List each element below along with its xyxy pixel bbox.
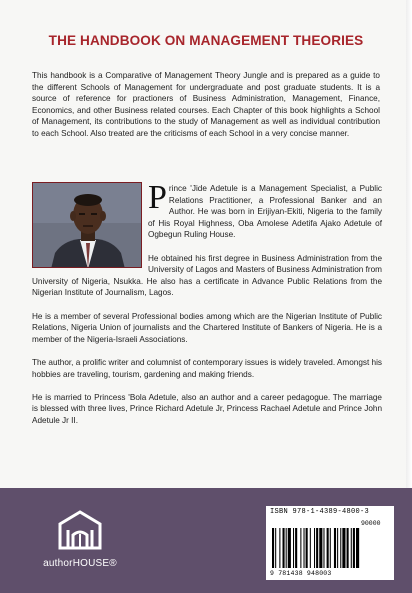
house-book-icon bbox=[40, 508, 120, 556]
barcode-bar bbox=[347, 528, 349, 568]
barcode-bar bbox=[316, 528, 318, 568]
barcode-bar bbox=[275, 528, 276, 568]
barcode-bar bbox=[353, 528, 355, 568]
ean-number: 9 781438 948003 bbox=[270, 570, 332, 577]
barcode-bar bbox=[295, 528, 297, 568]
bio-paragraph: He obtained his first degree in Business Administration from the University of Lagos and Masters of Business Administration from University of Nigeria, Nsukka. He also has a certificate in Advance Public Relations from the Nigerian Institute of Journalism, Lagos. bbox=[32, 253, 382, 298]
barcode-bar bbox=[337, 528, 338, 568]
isbn-barcode bbox=[266, 506, 394, 580]
barcode-bar bbox=[286, 528, 287, 568]
barcode-bar bbox=[327, 528, 329, 568]
barcode-bar bbox=[319, 528, 322, 568]
price-code: 90000 bbox=[361, 520, 381, 527]
barcode-bar bbox=[340, 528, 341, 568]
bio-first-text: rince 'Jide Adetule is a Management Specialist, a Public Relations Practitioner, a Professional Banker and an Author. He was born in Erijiyan-Ekiti, Nigeria to the family of His Royal Highness, Oba Amolese Adetifa Ajako Adetule of Ogbegun Ruling House. bbox=[148, 184, 382, 240]
barcode-bar bbox=[314, 528, 315, 568]
barcode-bar bbox=[304, 528, 305, 568]
barcode-bar bbox=[300, 528, 301, 568]
isbn-number: ISBN 978-1-4389-4800-3 bbox=[270, 508, 370, 516]
drop-cap: P bbox=[148, 179, 167, 216]
barcode-bar bbox=[306, 528, 308, 568]
book-description: This handbook is a Comparative of Management Theory Jungle and is prepared as a guide to the different Schools of Management for undergraduate and post graduate students. It is a source of reference for practioners of Business Administration, Management, Finance, Economics, and other Business related courses. Each Chapter of this book highlights a School of Management, its contributions to the study of Management as well as individual contribution to each School. Also treated are the criticisms of each School in a very concise manner. bbox=[32, 71, 380, 138]
barcode-bar bbox=[310, 528, 311, 568]
barcode-bar bbox=[279, 528, 280, 568]
barcode-bar bbox=[288, 528, 291, 568]
barcode-bar bbox=[293, 528, 294, 568]
book-title: THE HANDBOOK ON MANAGEMENT THEORIES bbox=[48, 33, 364, 48]
barcode-bars bbox=[272, 528, 388, 570]
publisher-logo bbox=[40, 508, 120, 578]
bio-paragraph: The author, a prolific writer and columnist of contemporary issues is widely traveled. Amongst his hobbies are traveling, tourism, gardening and making friends. bbox=[32, 357, 382, 379]
publisher-name: authorHOUSE® bbox=[43, 558, 117, 569]
barcode-bar bbox=[330, 528, 331, 568]
barcode-bar bbox=[342, 528, 345, 568]
photo-spacer bbox=[32, 183, 148, 269]
bio-paragraph: He is married to Princess 'Bola Adetule, also an author and a career pedagogue. The marriage is blessed with three lives, Prince Richard Adetule Jr, Princess Rachael Adetule and Prince John Adetule Jr II. bbox=[32, 392, 382, 425]
barcode-bar bbox=[334, 528, 336, 568]
barcode-bar bbox=[283, 528, 285, 568]
bio-paragraph: He is a member of several Professional bodies among which are the Nigerian Institute of Public Relations, Nigeria Union of journalists and the Chartered Institute of Bankers of Nigeria. He is a member of the Nigeria-Israeli Associations. bbox=[32, 311, 382, 344]
barcode-bar bbox=[272, 528, 274, 568]
barcode-bar bbox=[323, 528, 324, 568]
barcode-bar bbox=[356, 528, 359, 568]
author-bio bbox=[32, 179, 382, 438]
barcode-bar bbox=[351, 528, 352, 568]
